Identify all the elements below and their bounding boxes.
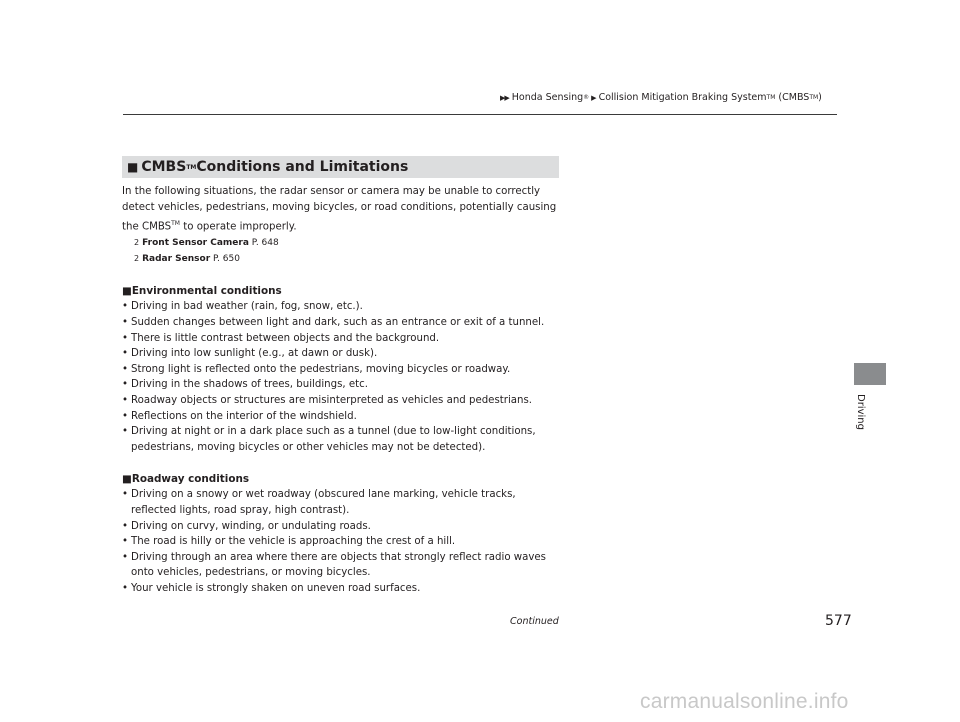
running-header: ▶▶ Honda Sensing ® ▶ Collision Mitigation Braking System TM (CMBS TM ) (500, 92, 822, 103)
arrow-icon: ▶ (591, 93, 597, 102)
main-content (122, 156, 562, 596)
square-icon: ■ (127, 160, 139, 174)
page-number: 577 (825, 613, 852, 629)
list-item: • Driving at night or in a dark place such as a tunnel (due to low-light conditions, pedestrians, moving bicycles or other vehicles may not be detected). (122, 424, 562, 455)
list-item: • Driving into low sunlight (e.g., at dawn or dusk). (122, 346, 562, 362)
list-item: • Reflections on the interior of the windshield. (122, 409, 562, 425)
list-item: • Driving on a snowy or wet roadway (obscured lane marking, vehicle tracks, reflected lights, road spray, high contrast). (122, 487, 562, 518)
list-item: • Sudden changes between light and dark, such as an entrance or exit of a tunnel. (122, 315, 562, 331)
roadway-list (122, 487, 562, 596)
header-part1: Honda Sensing (511, 92, 584, 103)
list-item: • Driving through an area where there are objects that strongly reflect radio waves onto vehicles, pedestrians, or moving bicycles. (122, 550, 562, 581)
subheading-environmental: ■Environmental conditions (122, 285, 282, 298)
square-icon: ■ (122, 285, 132, 298)
double-arrow-icon: ▶▶ (500, 93, 509, 102)
subheading-roadway: ■Roadway conditions (122, 473, 250, 486)
reference-arrow-icon: 2 (134, 238, 140, 248)
intro-paragraph: In the following situations, the radar sensor or camera may be unable to correctly detect vehicles, pedestrians, moving bicycles, or road conditions, potentially causing the CMBS™ to operate improperly. (122, 186, 557, 233)
list-item: • Roadway objects or structures are misinterpreted as vehicles and pedestrians. (122, 393, 562, 409)
continued-label: Continued (510, 616, 559, 627)
list-item: • Driving in bad weather (rain, fog, snow, etc.). (122, 299, 562, 315)
section-tab (854, 363, 886, 385)
list-item: • There is little contrast between objects and the background. (122, 331, 562, 347)
environmental-list (122, 299, 562, 455)
header-rule (123, 114, 837, 115)
section-side-label: Driving (855, 394, 866, 430)
list-item: • Strong light is reflected onto the pedestrians, moving bicycles or roadway. (122, 362, 562, 378)
square-icon: ■ (122, 473, 132, 486)
list-item: • Driving in the shadows of trees, buildings, etc. (122, 377, 562, 393)
watermark-text: carmanualsonline.info (640, 690, 849, 713)
list-item: • Driving on curvy, winding, or undulating roads. (122, 519, 562, 535)
reference-arrow-icon: 2 (134, 254, 140, 264)
list-item: • Your vehicle is strongly shaken on uneven road surfaces. (122, 581, 562, 597)
section-title: ■ CMBS TM Conditions and Limitations (122, 156, 559, 178)
reference-link-front-sensor-camera[interactable]: 2 Front Sensor Camera P. 648 (134, 238, 279, 249)
reference-link-radar-sensor[interactable]: 2 Radar Sensor P. 650 (134, 254, 240, 265)
list-item: • The road is hilly or the vehicle is approaching the crest of a hill. (122, 534, 562, 550)
header-part2: Collision Mitigation Braking System (598, 92, 767, 103)
